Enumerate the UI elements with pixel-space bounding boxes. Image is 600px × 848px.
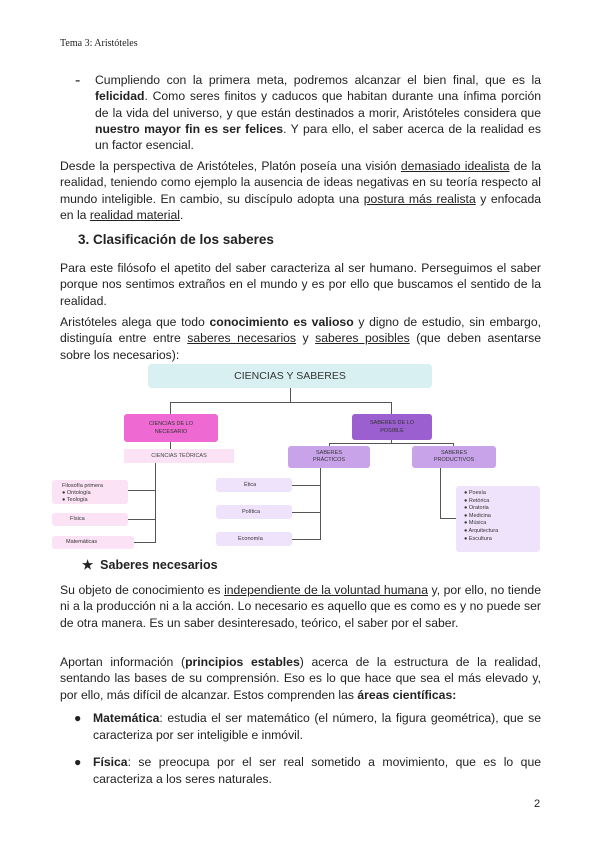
node-ciencias-teoricas: CIENCIAS TEÓRICAS	[124, 449, 234, 463]
paragraph-platon: Desde la perspectiva de Aristóteles, Platón poseía una visión demasiado idealista de la realidad, teniendo como ejemplo la ausencia de ideas negativas en su teoría respecto al mundo inteligible. En cambio, su discípulo adopta una postura más realista y enfocada en la realidad material.	[60, 159, 541, 222]
dash-item-text: Cumpliendo con la primera meta, podremos alcanzar el bien final, que es la felicidad. Como seres finitos y caducos que habitan durante una ínfima porción de la vida del universo, y que están destinados a morir, Aristóteles considera que nuestro mayor fin es ser felices. Y para ello, el saber acerca de la realidad es un factor esencial.	[95, 73, 541, 153]
node-saberes-practicos: SABERES PRÁCTICOS	[288, 446, 370, 468]
dash-marker: -	[75, 72, 81, 89]
leaf-productivos-list: ● Poesía ● Retórica ● Oratoria ● Medicina ● Música ● Arquitectura ● Escultura	[456, 486, 540, 552]
paragraph-objeto: Su objeto de conocimiento es independiente de la voluntad humana y, por ello, no tiende ni a la producción ni a la acción. Lo necesario es aquello que es como es y no puede ser de otra manera. Es un saber desinteresado, teórico, el saber por el saber.	[60, 583, 541, 630]
star-icon: ★	[82, 558, 94, 572]
section-title: 3. Clasificación de los saberes	[78, 232, 274, 247]
leaf-filosofia-primera: Filosofía primera ● Ontología ● Teología	[52, 480, 128, 504]
node-saberes-productivos: SABERES PRODUCTIVOS	[412, 446, 496, 468]
paragraph-apetito: Para este filósofo el apetito del saber caracteriza al ser humano. Perseguimos el saber porque nos sentimos extraños en el mundo y es por ello que buscamos el sentido de la realidad.	[60, 261, 541, 308]
diagram-title: CIENCIAS Y SABERES	[148, 364, 432, 388]
leaf-matematicas: Matemáticas	[52, 536, 134, 549]
node-saberes-posible: SABERES DE LO POSIBLE	[352, 414, 432, 440]
page-header: Tema 3: Aristóteles	[60, 38, 138, 49]
node-ciencias-necesario: CIENCIAS DE LO NECESARIO	[124, 414, 218, 442]
paragraph-conocimiento: Aristóteles alega que todo conocimiento es valioso y digno de estudio, sin embargo, distinguía entre entre saberes necesarios y saberes posibles (que deben asentarse sobre los necesarios):	[60, 315, 542, 362]
leaf-politica: Política	[216, 505, 292, 519]
leaf-economia: Economía	[216, 532, 292, 546]
bullet-dot: ●	[74, 711, 82, 725]
subsection-saberes-necesarios: ★ Saberes necesarios	[82, 558, 218, 572]
page-number: 2	[534, 798, 541, 810]
bullet-dot: ●	[74, 755, 82, 769]
leaf-etica: Ética	[216, 478, 292, 492]
paragraph-principios: Aportan información (principios estables) acerca de la estructura de la realidad, sentando las bases de su comprensión. Eso es lo que hace que sea el más elevado y, por ello, más difícil de alcanzar. Estos comprenden las áreas científicas:	[60, 655, 542, 702]
leaf-fisica: Física	[52, 513, 128, 526]
